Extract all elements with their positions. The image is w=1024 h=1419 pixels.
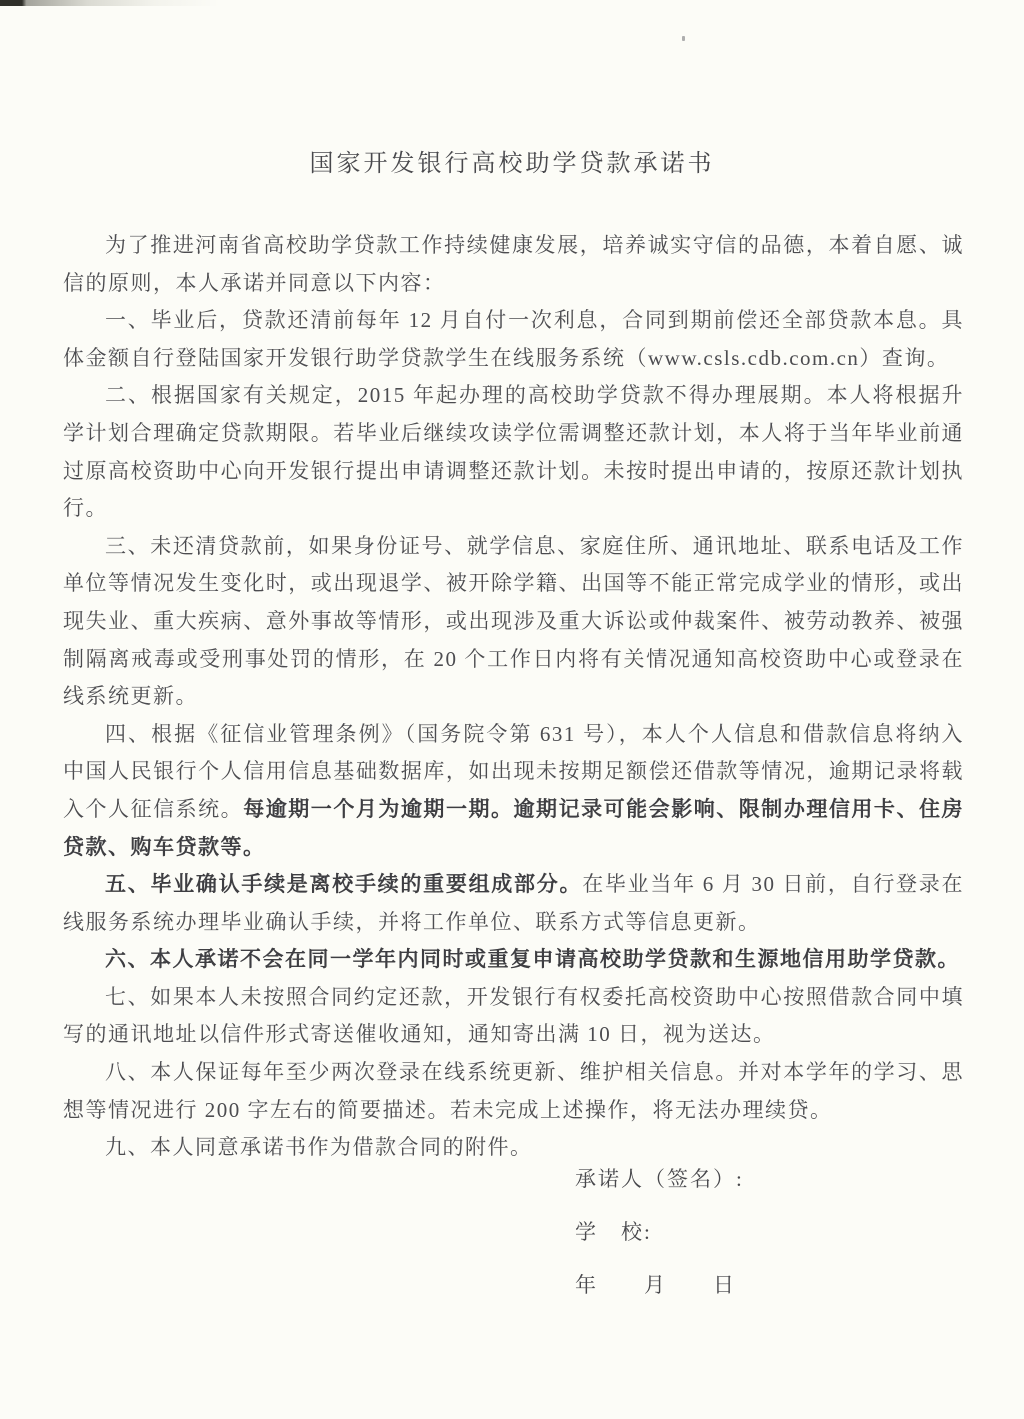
school-label: 学 校: bbox=[575, 1220, 652, 1244]
paragraph-segment: 一、毕业后，贷款还清前每年 12 月自付一次利息，合同到期前偿还全部贷款本息。具体金额自行登陆国家开发银行助学贷款学生在线服务系统（www.csls.cdb.com.cn）查询。 bbox=[63, 308, 964, 370]
paragraph bbox=[63, 941, 964, 979]
paragraph-segment: 二、根据国家有关规定，2015 年起办理的高校助学贷款不得办理展期。本人将根据升学计划合理确定贷款期限。若毕业后继续攻读学位需调整还款计划，本人将于当年毕业前通过原高校资助中心向开发银行提出申请调整还款计划。未按时提出申请的，按原还款计划执行。 bbox=[63, 383, 964, 521]
paragraph-segment: 九、本人同意承诺书作为借款合同的附件。 bbox=[105, 1135, 533, 1160]
paragraph-segment: 四、根据《征信业管理条例》（国务院令第 631 号），本人个人信息和借款信息将纳入中国人民银行个人信用信息基础数据库，如出现未按期足额偿还借款等情况，逾期记录将载入个人征信系统。 bbox=[63, 721, 964, 821]
paragraph-segment-bold: 每逾期一个月为逾期一期。逾期记录可能会影响、限制办理信用卡、住房贷款、购车贷款等。 bbox=[63, 796, 965, 859]
paragraph bbox=[63, 377, 964, 527]
paragraph-segment-bold: 五、毕业确认手续是离校手续的重要组成部分。 bbox=[105, 872, 583, 897]
paragraph bbox=[63, 979, 964, 1054]
paragraph bbox=[63, 302, 964, 377]
paragraph-segment: 为了推进河南省高校助学贷款工作持续健康发展，培养诚实守信的品德，本着自愿、诚信的原则，本人承诺并同意以下内容： bbox=[63, 233, 964, 295]
date-label: 年 月 日 bbox=[575, 1273, 736, 1297]
paragraph bbox=[63, 866, 964, 941]
paragraph-segment-bold: 六、本人承诺不会在同一学年内同时或重复申请高校助学贷款和生源地信用助学贷款。 bbox=[105, 947, 960, 972]
paragraph-segment: 七、如果本人未按照合同约定还款，开发银行有权委托高校资助中心按照借款合同中填写的通讯地址以信件形式寄送催收通知，通知寄出满 10 日，视为送达。 bbox=[63, 984, 964, 1047]
scan-edge-artifact bbox=[0, 0, 220, 6]
scan-speck-artifact bbox=[682, 36, 685, 41]
paragraph-segment: 八、本人保证每年至少两次登录在线系统更新、维护相关信息。并对本学年的学习、思想等情况进行 200 字左右的简要描述。若未完成上述操作，将无法办理续贷。 bbox=[63, 1060, 964, 1122]
signature-block bbox=[575, 1168, 744, 1327]
paragraph bbox=[63, 1129, 964, 1167]
paragraph-segment: 三、未还清贷款前，如果身份证号、就学信息、家庭住所、通讯地址、联系电话及工作单位等情况发生变化时，或出现退学、被开除学籍、出国等不能正常完成学业的情形，或出现失业、重大疾病、意外事故等情形，或出现涉及重大诉讼或仲裁案件、被劳动教养、被强制隔离戒毒或受刑事处罚的情形，在 20 个工作日内将有关情况通知高校资助中心或登录在线系统更新。 bbox=[63, 533, 964, 709]
paragraph bbox=[63, 227, 964, 302]
document-title: 国家开发银行高校助学贷款承诺书 bbox=[309, 151, 715, 177]
paragraph bbox=[63, 716, 964, 866]
paragraph-segment: 在毕业当年 6 月 30 日前，自行登录在线服务系统办理毕业确认手续，并将工作单位、联系方式等信息更新。 bbox=[63, 872, 965, 934]
paragraph bbox=[63, 1054, 964, 1129]
paragraph bbox=[63, 528, 964, 716]
signer-label: 承诺人（签名）: bbox=[575, 1167, 744, 1191]
document-body bbox=[63, 227, 964, 1167]
